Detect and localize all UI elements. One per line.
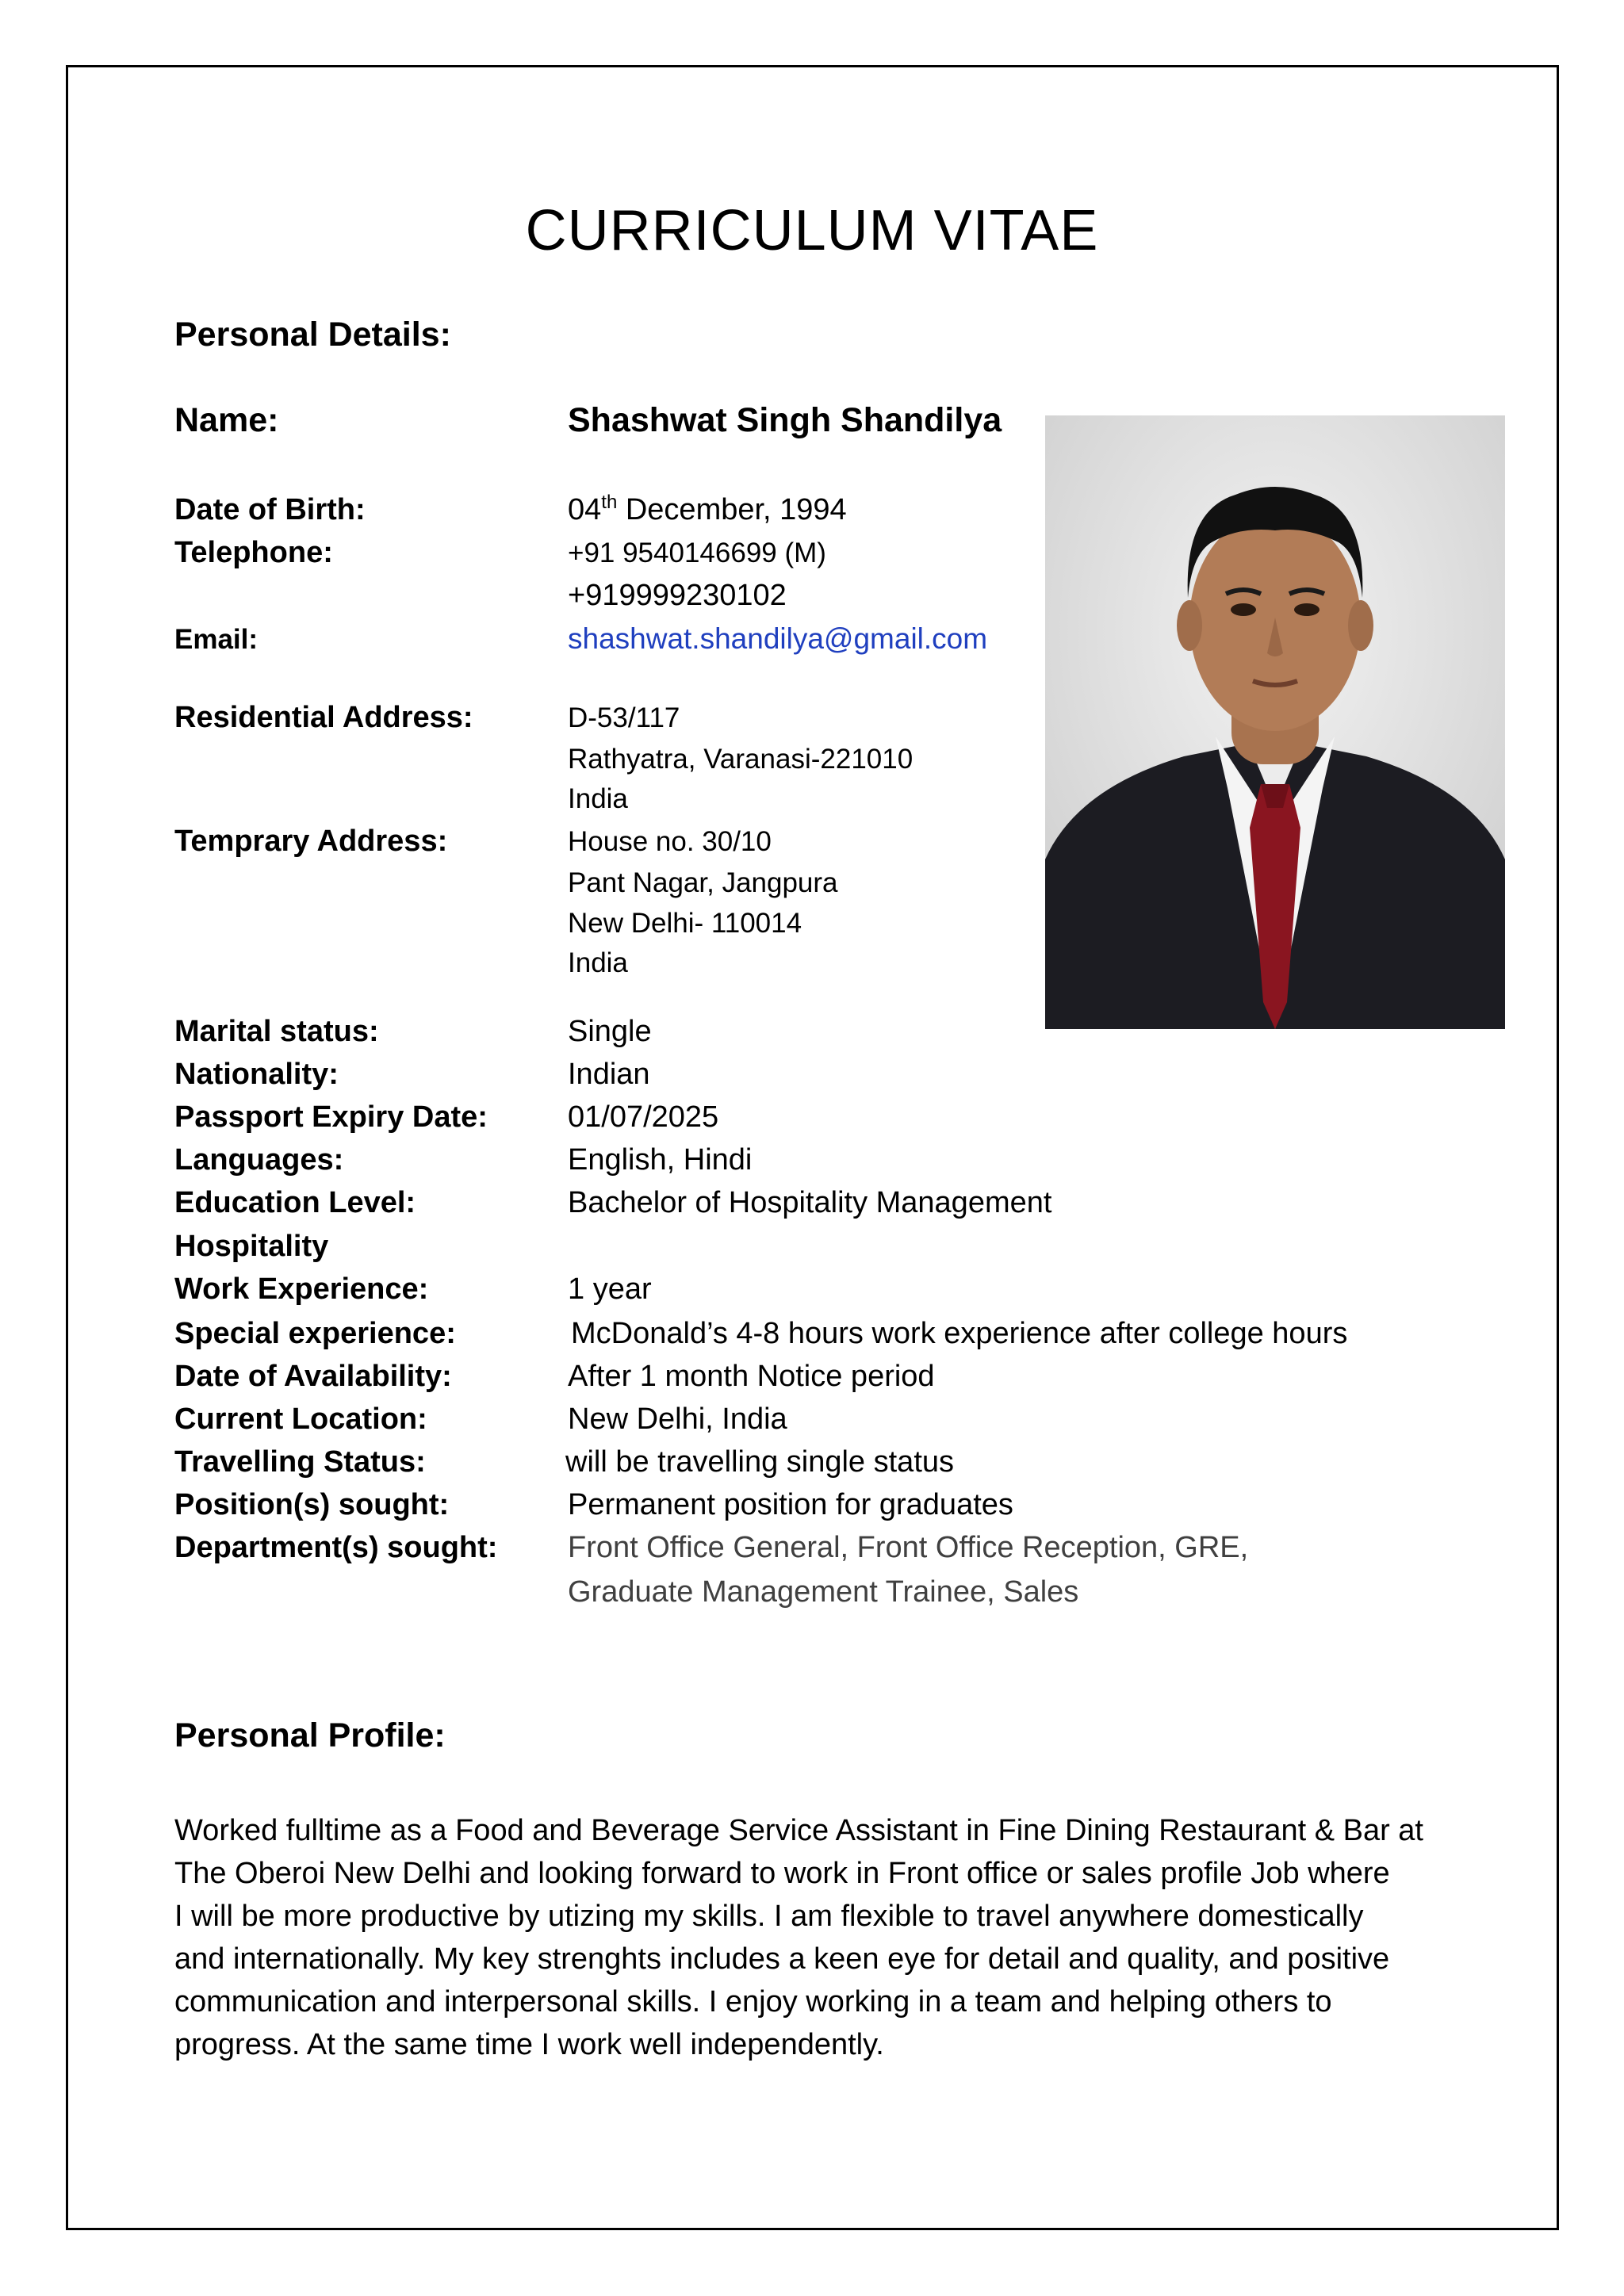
- page-title: CURRICULUM VITAE: [525, 199, 1099, 262]
- current-location-label: Current Location:: [174, 1402, 427, 1436]
- education-level-label: Education Level:: [174, 1186, 416, 1219]
- personal-profile-heading: Personal Profile:: [174, 1716, 446, 1755]
- work-experience-value: 1 year: [568, 1272, 652, 1306]
- position-sought-label: Position(s) sought:: [174, 1488, 450, 1521]
- dob-label: Date of Birth:: [174, 493, 366, 526]
- name-label: Name:: [174, 401, 279, 439]
- email-link[interactable]: shashwat.shandilya@gmail.com: [568, 622, 988, 655]
- passport-expiry-value: 01/07/2025: [568, 1100, 719, 1134]
- personal-details-heading: Personal Details:: [174, 316, 451, 354]
- profile-line: Worked fulltime as a Food and Beverage Service Assistant in Fine Dining Restaurant & Bar at: [174, 1814, 1423, 1847]
- profile-line: I will be more productive by utizing my skills. I am flexible to travel anywhere domestically: [174, 1900, 1364, 1933]
- department-sought-line: Front Office General, Front Office Reception, GRE,: [568, 1531, 1249, 1564]
- residential-address-line: D-53/117: [568, 702, 680, 733]
- temporary-address-label: Temprary Address:: [174, 825, 448, 858]
- availability-label: Date of Availability:: [174, 1360, 452, 1393]
- hospitality-label: Hospitality: [174, 1230, 329, 1263]
- name-value: Shashwat Singh Shandilya: [568, 401, 1002, 439]
- availability-value: After 1 month Notice period: [568, 1360, 935, 1393]
- special-experience-value: McDonald’s 4-8 hours work experience after college hours: [571, 1317, 1348, 1350]
- marital-status-label: Marital status:: [174, 1015, 379, 1048]
- profile-line: and internationally. My key strenghts includes a keen eye for detail and quality, and positive: [174, 1942, 1390, 1976]
- position-sought-value: Permanent position for graduates: [568, 1488, 1013, 1521]
- residential-address-label: Residential Address:: [174, 701, 473, 734]
- residential-address-line: India: [568, 783, 628, 814]
- department-sought-line: Graduate Management Trainee, Sales: [568, 1575, 1079, 1609]
- profile-line: progress. At the same time I work well independently.: [174, 2028, 884, 2061]
- profile-line: communication and interpersonal skills. I enjoy working in a team and helping others to: [174, 1985, 1332, 2019]
- nationality-value: Indian: [568, 1058, 650, 1091]
- telephone-secondary: +919999230102: [568, 579, 787, 612]
- education-level-value: Bachelor of Hospitality Management: [568, 1186, 1052, 1219]
- department-sought-label: Department(s) sought:: [174, 1531, 498, 1564]
- work-experience-label: Work Experience:: [174, 1272, 429, 1306]
- temporary-address-line: House no. 30/10: [568, 826, 772, 857]
- temporary-address-line: Pant Nagar, Jangpura: [568, 867, 838, 898]
- languages-label: Languages:: [174, 1143, 344, 1177]
- travelling-status-value: will be travelling single status: [565, 1445, 955, 1479]
- dob-day: 04: [568, 493, 602, 526]
- temporary-address-line: India: [568, 947, 628, 978]
- telephone-label: Telephone:: [174, 536, 333, 569]
- dob-suffix: th: [601, 492, 618, 513]
- telephone-primary: +91 9540146699 (M): [568, 538, 826, 568]
- dob-value: [568, 493, 847, 527]
- profile-line: The Oberoi New Delhi and looking forward to work in Front office or sales profile Job where: [174, 1857, 1390, 1890]
- languages-value: English, Hindi: [568, 1143, 753, 1177]
- nationality-label: Nationality:: [174, 1058, 339, 1091]
- marital-status-value: Single: [568, 1015, 652, 1048]
- portrait-illustration: [1045, 415, 1505, 1029]
- passport-expiry-label: Passport Expiry Date:: [174, 1100, 488, 1134]
- profile-photo: [1045, 415, 1505, 1029]
- current-location-value: New Delhi, India: [568, 1402, 787, 1436]
- temporary-address-line: New Delhi- 110014: [568, 908, 802, 939]
- personal-profile-text: [174, 1809, 1507, 2066]
- email-label: Email:: [174, 624, 259, 655]
- residential-address-line: Rathyatra, Varanasi-221010: [568, 744, 914, 775]
- special-experience-label: Special experience:: [174, 1317, 456, 1350]
- dob-rest: December, 1994: [617, 493, 847, 526]
- travelling-status-label: Travelling Status:: [174, 1445, 426, 1479]
